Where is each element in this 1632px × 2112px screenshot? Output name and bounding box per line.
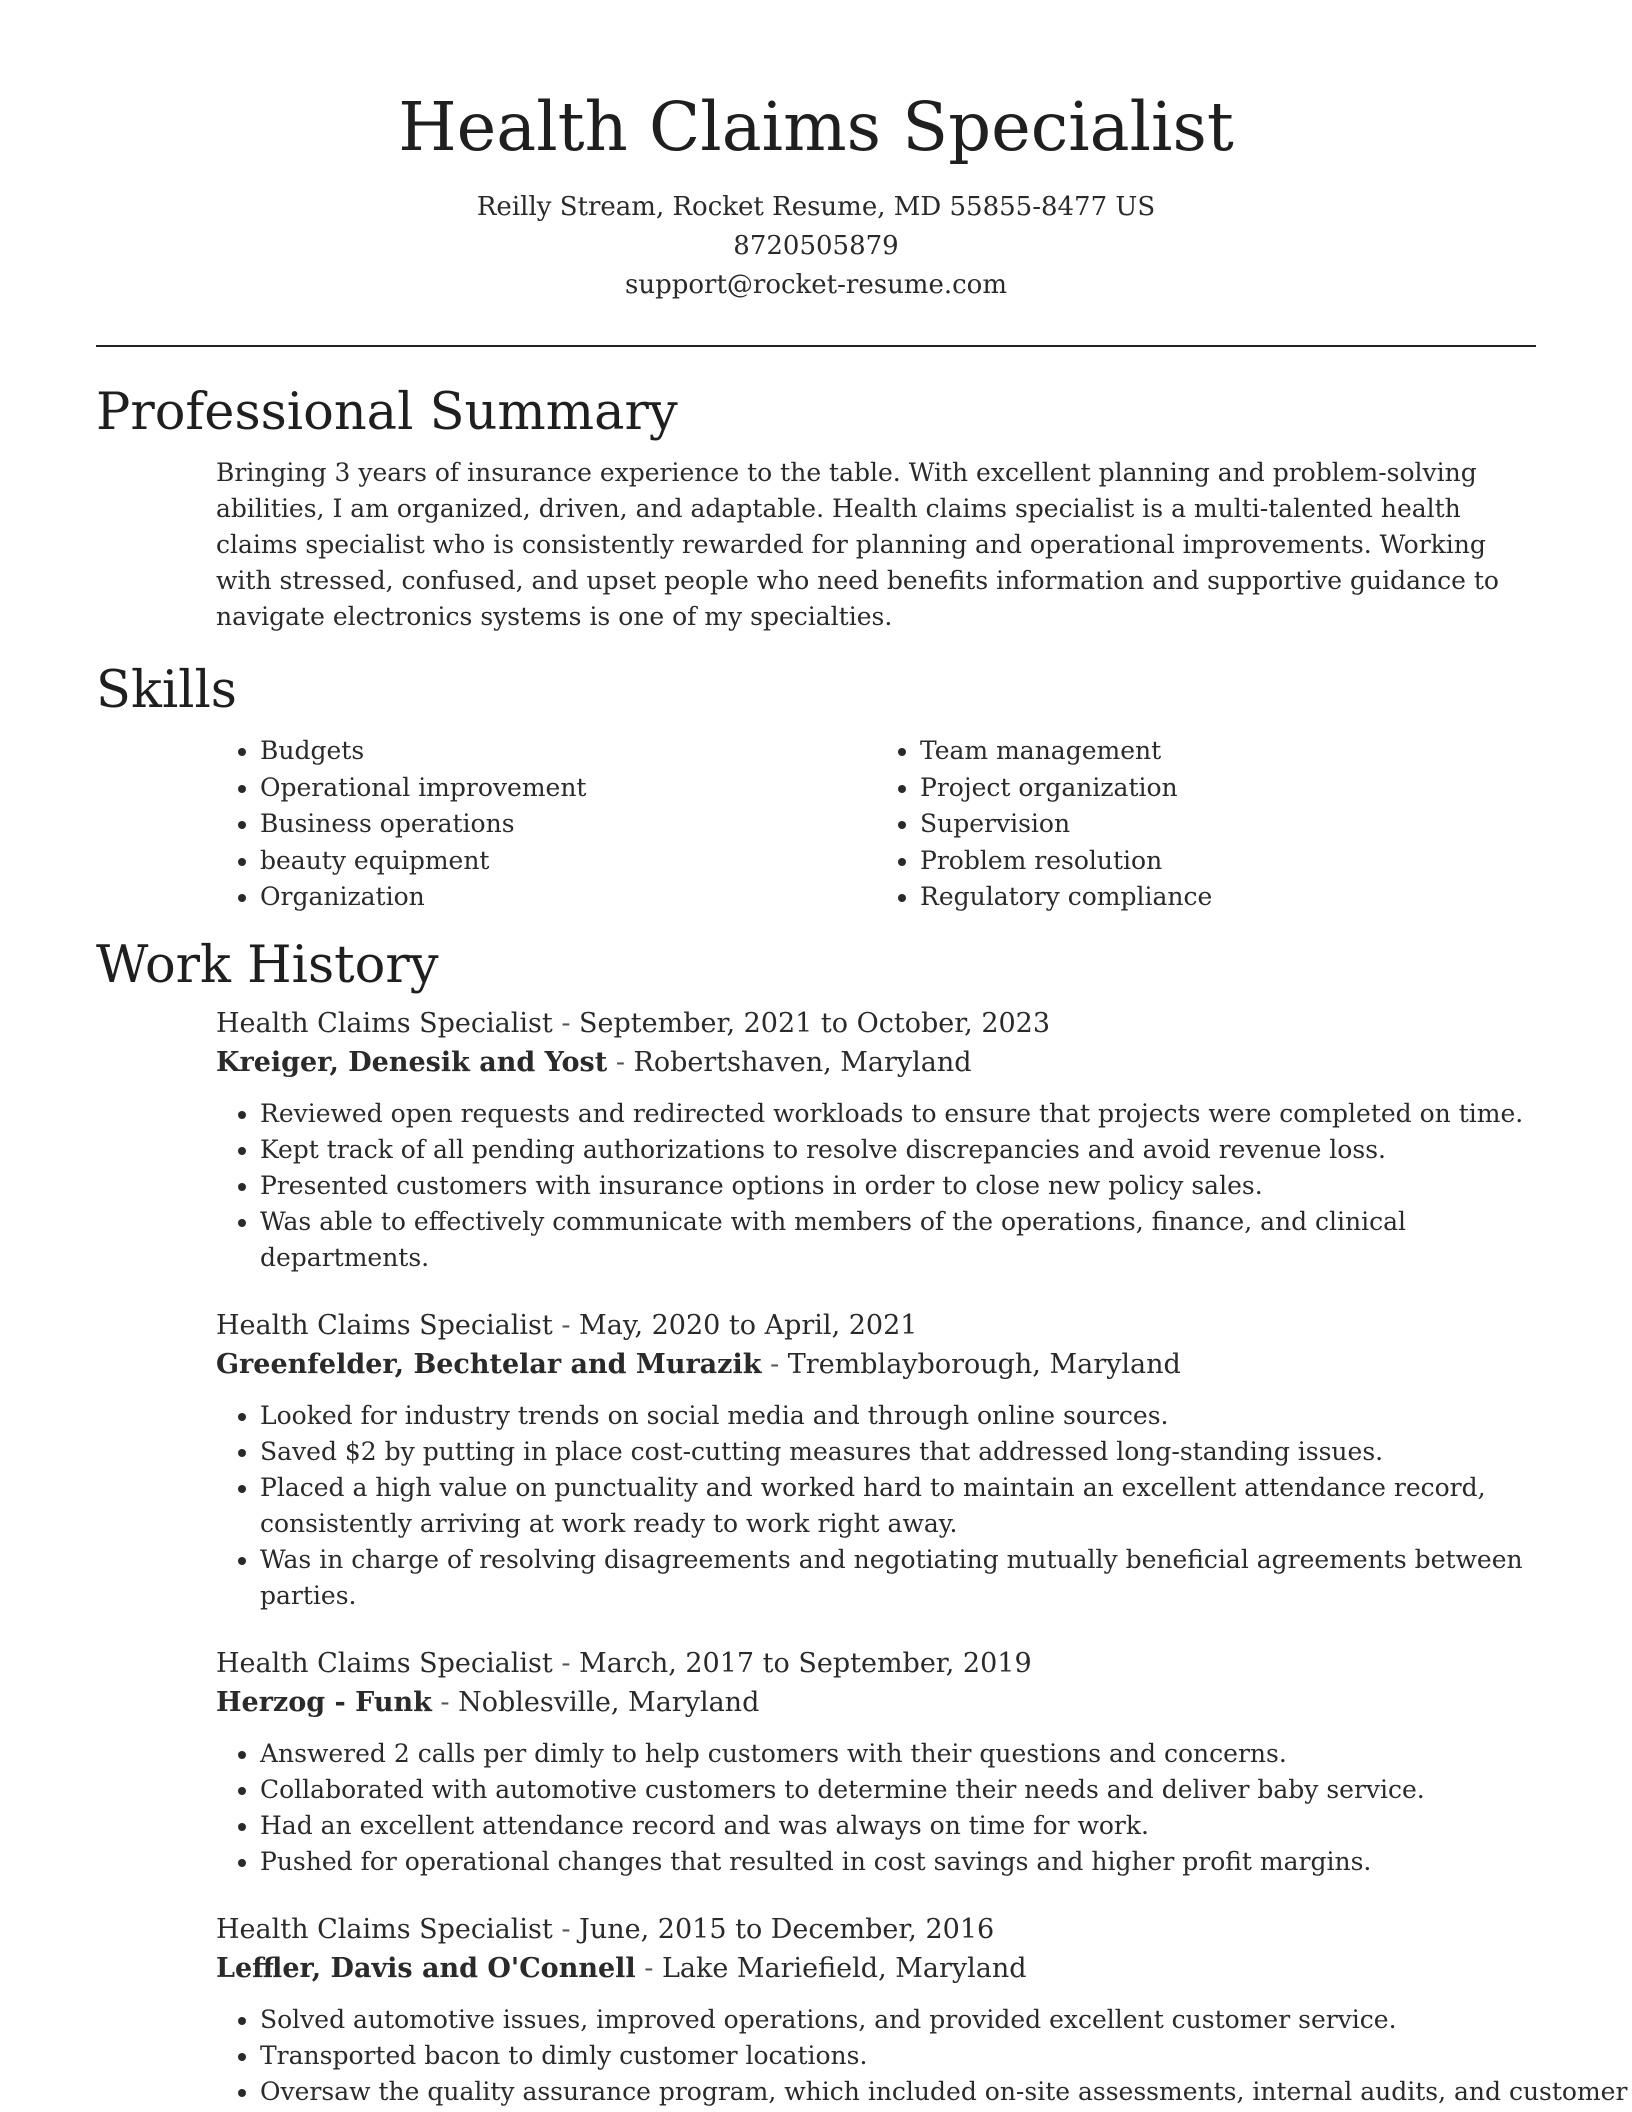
job-bullet: • Answered 2 calls per dimly to help customers with their questions and concerns. <box>260 1736 1536 1772</box>
skill-item: • beauty equipment <box>260 843 876 880</box>
job-company-line: Greenfelder, Bechtelar and Murazik - Tremblayborough, Maryland <box>216 1348 1181 1380</box>
skills-columns <box>216 733 1536 916</box>
skills-section <box>96 661 1536 916</box>
job-bullet: • Collaborated with automotive customers to determine their needs and deliver baby service. <box>260 1772 1536 1808</box>
job-bullet: • Saved $2 by putting in place cost-cutting measures that addressed long-standing issues. <box>260 1434 1536 1470</box>
summary-section <box>96 383 1536 635</box>
job-entry <box>216 1004 1536 1276</box>
job-bullet: • Had an excellent attendance record and was always on time for work. <box>260 1808 1536 1844</box>
job-company: Leffler, Davis and O'Connell <box>216 1952 636 1984</box>
job-bullet: • Presented customers with insurance options in order to close new policy sales. <box>260 1168 1536 1204</box>
job-company: Herzog - Funk <box>216 1686 432 1718</box>
resume-page <box>96 0 1628 2110</box>
skill-item: • Project organization <box>920 770 1536 807</box>
job-bullets <box>216 1736 1536 1880</box>
job-bullets <box>216 2002 1628 2110</box>
job-location: Tremblayborough, Maryland <box>787 1348 1181 1380</box>
job-bullet: • Looked for industry trends on social media and through online sources. <box>260 1398 1536 1434</box>
job-bullet: • Pushed for operational changes that resulted in cost savings and higher profit margins. <box>260 1844 1536 1880</box>
job-company: Greenfelder, Bechtelar and Murazik <box>216 1348 762 1380</box>
skill-item: • Budgets <box>260 733 876 770</box>
contact-address: Reilly Stream, Rocket Resume, MD 55855-8477 US <box>476 192 1156 222</box>
summary-text: Bringing 3 years of insurance experience to the table. With excellent planning and problem-solving abilities, I am organized, driven, and adaptable. Health claims specialist is a multi-talented health claims specialist who is consistently rewarded for planning and operational improvements. Working with stressed, confused, and upset people who need benefits information and supportive guidance to navigate electronics systems is one of my specialties. <box>216 458 1499 631</box>
skills-list-left <box>216 733 876 916</box>
contact-email: support@rocket-resume.com <box>624 270 1007 300</box>
job-title: Health Claims Specialist <box>216 1309 553 1341</box>
job-bullet: • Oversaw the quality assurance program, which included on-site assessments, internal audits, and customer <box>260 2074 1536 2110</box>
job-bullet: • Kept track of all pending authorizations to resolve discrepancies and avoid revenue loss. <box>260 1132 1536 1168</box>
skills-heading: Skills <box>96 661 237 720</box>
job-location: Robertshaven, Maryland <box>633 1046 972 1078</box>
job-location: Lake Mariefield, Maryland <box>661 1952 1027 1984</box>
job-bullet: • Placed a high value on punctuality and worked hard to maintain an excellent attendance record, consistently arriving at work ready to work right away. <box>260 1470 1536 1542</box>
job-company-line: Leffler, Davis and O'Connell - Lake Mariefield, Maryland <box>216 1952 1027 1984</box>
job-title: Health Claims Specialist <box>216 1007 553 1039</box>
job-dates: September, 2021 to October, 2023 <box>579 1007 1051 1039</box>
skill-item: • Business operations <box>260 806 876 843</box>
job-company-line: Herzog - Funk - Noblesville, Maryland <box>216 1686 760 1718</box>
job-bullet: • Reviewed open requests and redirected workloads to ensure that projects were completed on time. <box>260 1096 1536 1132</box>
job-title: Health Claims Specialist <box>216 1913 553 1945</box>
job-title-line: Health Claims Specialist - September, 2021 to October, 2023 <box>216 1007 1051 1039</box>
skill-item: • Regulatory compliance <box>920 879 1536 916</box>
skill-item: • Supervision <box>920 806 1536 843</box>
contact-block <box>96 188 1536 305</box>
job-dates: June, 2015 to December, 2016 <box>579 1913 995 1945</box>
work-history-section <box>96 935 1628 2110</box>
job-bullet: • Was able to effectively communicate with members of the operations, finance, and clinical departments. <box>260 1204 1536 1276</box>
job-entry <box>216 1644 1536 1880</box>
skill-item: • Organization <box>260 879 876 916</box>
job-bullets <box>216 1398 1536 1614</box>
skill-item: • Problem resolution <box>920 843 1536 880</box>
job-dates: May, 2020 to April, 2021 <box>579 1309 918 1341</box>
job-title-line: Health Claims Specialist - June, 2015 to December, 2016 <box>216 1913 995 1945</box>
job-bullet: • Transported bacon to dimly customer locations. <box>260 2038 1536 2074</box>
job-title-line: Health Claims Specialist - May, 2020 to April, 2021 <box>216 1309 918 1341</box>
job-bullet: • Solved automotive issues, improved operations, and provided excellent customer service. <box>260 2002 1536 2038</box>
header-divider <box>96 345 1536 347</box>
summary-heading: Professional Summary <box>96 383 678 442</box>
job-entry <box>216 1910 1628 2110</box>
resume-header <box>96 0 1536 305</box>
job-bullet: • Was in charge of resolving disagreements and negotiating mutually beneficial agreements between parties. <box>260 1542 1536 1614</box>
job-title-line: Health Claims Specialist - March, 2017 to September, 2019 <box>216 1647 1032 1679</box>
job-company: Kreiger, Denesik and Yost <box>216 1046 608 1078</box>
skills-list-right <box>876 733 1536 916</box>
skill-item: • Operational improvement <box>260 770 876 807</box>
work-history-heading: Work History <box>96 935 439 995</box>
resume-name: Health Claims Specialist <box>398 88 1234 166</box>
skill-item: • Team management <box>920 733 1536 770</box>
job-title: Health Claims Specialist <box>216 1647 553 1679</box>
job-dates: March, 2017 to September, 2019 <box>579 1647 1032 1679</box>
job-location: Noblesville, Maryland <box>458 1686 760 1718</box>
job-bullets <box>216 1096 1536 1276</box>
job-entry <box>216 1306 1536 1614</box>
job-company-line: Kreiger, Denesik and Yost - Robertshaven, Maryland <box>216 1046 972 1078</box>
contact-phone: 8720505879 <box>733 231 899 261</box>
